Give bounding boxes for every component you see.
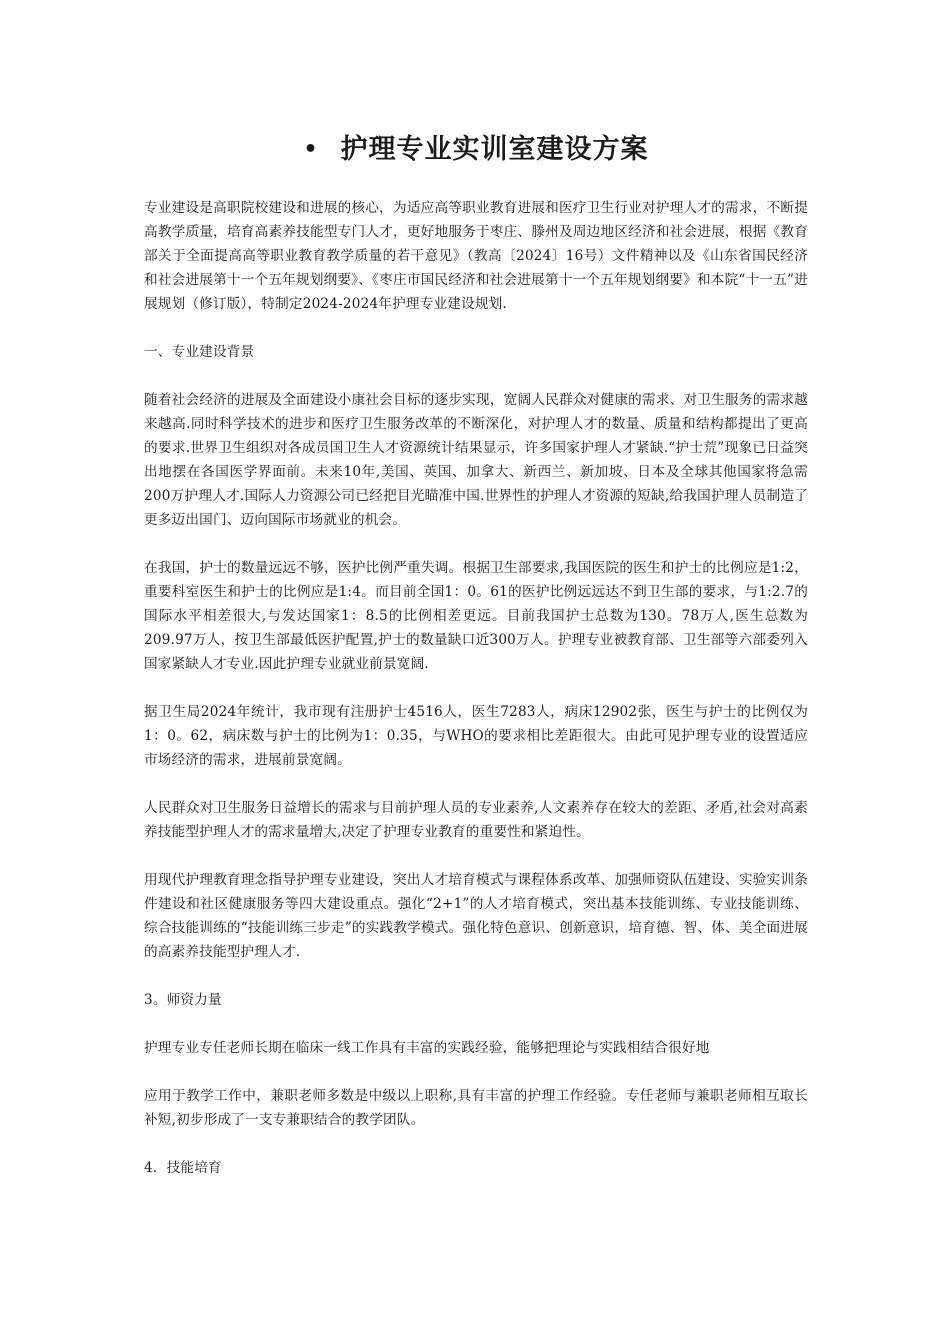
- document-title-row: [144, 128, 808, 172]
- paragraph-local-statistics: 据卫生局2024年统计，我市现有注册护士4516人，医生7283人，病床12902张，医生与护士的比例仅为1：0。62，病床数与护士的比例为1：0.35，与WHO的要求相比差距很大。由此可见护理专业的设置适应市场经济的需求，进展前景宽阔。: [144, 704, 808, 768]
- document-title: 护理专业实训室建设方案: [340, 134, 649, 165]
- paragraph-faculty-2: 应用于教学工作中，兼职老师多数是中级以上职称,具有丰富的护理工作经验。专任老师与兼职老师相互取长补短,初步形成了一支专兼职结合的教学团队。: [144, 1088, 808, 1128]
- paragraph-national-ratio: 在我国，护士的数量远远不够，医护比例严重失调。根据卫生部要求,我国医院的医生和护士的比例应是1:2，重要科室医生和护士的比例应是1:4。而目前全国1：0。61的医护比例远远达不到卫生部的要求，与1:2.7的国际水平相差很大,与发达国家1：8.5的比例相差更远。目前我国护士总数为130。78万人,医生总数为209.97万人，按卫生部最低医护配置,护士的数量缺口近300万人。护理专业被教育部、卫生部等六部委列入国家紧缺人才专业.因此护理专业就业前景宽阔.: [144, 560, 808, 672]
- paragraph-education-philosophy: 用现代护理教育理念指导护理专业建设，突出人才培育模式与课程体系改革、加强师资队伍建设、实验实训条件建设和社区健康服务等四大建设重点。强化“2+1”的人才培育模式，突出基本技能训练、专业技能训练、综合技能训练的“技能训练三步走”的实践教学模式。强化特色意识、创新意识，培育德、智、体、美全面进展的高素养技能型护理人才.: [144, 872, 808, 960]
- section-heading-faculty: 3。师资力量: [144, 992, 222, 1008]
- paragraph-demand: 人民群众对卫生服务日益增长的需求与目前护理人员的专业素养,人文素养存在较大的差距、矛盾,社会对高素养技能型护理人才的需求量增大,决定了护理专业教育的重要性和紧迫性。: [144, 800, 808, 840]
- paragraph-global-shortage: 随着社会经济的进展及全面建设小康社会目标的逐步实现，宽阔人民群众对健康的需求、对卫生服务的需求越来越高.同时科学技术的进步和医疗卫生服务改革的不断深化，对护理人才的数量、质量和结构都提出了更高的要求.世界卫生组织对各成员国卫生人才资源统计结果显示，许多国家护理人才紧缺.“护士荒”现象已日益突出地摆在各国医学界面前。未来10年,美国、英国、加拿大、新西兰、新加坡、日本及全球其他国家将急需200万护理人才.国际人力资源公司已经把目光瞄准中国.世界性的护理人才资源的短缺,给我国护理人员制造了更多迈出国门、迈向国际市场就业的机会。: [144, 392, 808, 528]
- section-heading-skills: 4．技能培育: [144, 1160, 222, 1176]
- paragraph-faculty-1: 护理专业专任老师长期在临床一线工作具有丰富的实践经验，能够把理论与实践相结合很好地: [144, 1040, 710, 1056]
- title-bullet: •: [303, 137, 319, 162]
- section-heading-background: 一、专业建设背景: [144, 344, 255, 360]
- intro-paragraph: 专业建设是高职院校建设和进展的核心，为适应高等职业教育进展和医疗卫生行业对护理人才的需求，不断提高教学质量，培育高素养技能型专门人才，更好地服务于枣庄、滕州及周边地区经济和社会进展，根据《教育部关于全面提高高等职业教育教学质量的若干意见》（教高〔2024〕16号）文件精神以及《山东省国民经济和社会进展第十一个五年规划纲要》、《枣庄市国民经济和社会进展第十一个五年规划纲要》和本院“十一五”进展规划（修订版），特制定2024-2024年护理专业建设规划.: [144, 200, 808, 312]
- document-body: [144, 196, 808, 1204]
